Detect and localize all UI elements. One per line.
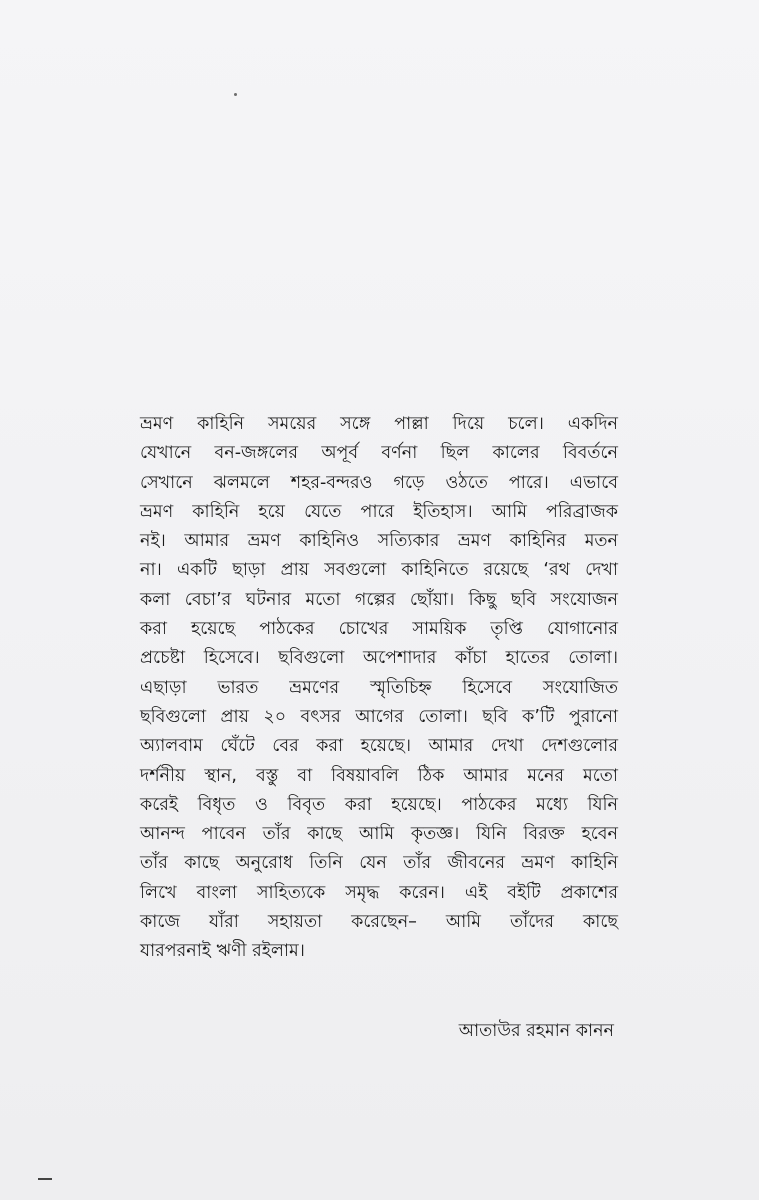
foreword-line: আনন্দ পাবেন তাঁর কাছে আমি কৃতজ্ঞ। যিনি বিরক্ত হবেন: [140, 824, 618, 845]
foreword-line: নই। আমার ভ্রমণ কাহিনিও সত্যিকার ভ্রমণ কাহিনির মতন: [140, 531, 618, 552]
foreword-paragraph: [140, 410, 618, 967]
foreword-line: প্রচেষ্টা হিসেবে। ছবিগুলো অপেশাদার কাঁচা হাতের তোলা।: [140, 648, 618, 669]
foreword-line: এছাড়া ভারত ভ্রমণের স্মৃতিচিহ্ন হিসেবে সংযোজিত: [140, 677, 618, 698]
foreword-line: ভ্রমণ কাহিনি হয়ে যেতে পারে ইতিহাস। আমি পরিব্রাজক: [140, 501, 618, 522]
page-corner-mark: [38, 1178, 52, 1180]
foreword-line: কলা বেচা’র ঘটনার মতো গল্পের ছোঁয়া। কিছু ছবি সংযোজন: [140, 589, 618, 610]
foreword-line: যারপরনাই ঋণী রইলাম।: [140, 941, 305, 962]
foreword-line: দর্শনীয় স্থান, বস্তু বা বিষয়াবলি ঠিক আমার মনের মতো: [140, 765, 618, 786]
foreword-line: তাঁর কাছে অনুরোধ তিনি যেন তাঁর জীবনের ভ্রমণ কাহিনি: [140, 853, 618, 874]
foreword-line: লিখে বাংলা সাহিত্যকে সমৃদ্ধ করেন। এই বইটি প্রকাশের: [140, 882, 618, 903]
foreword-line: ছবিগুলো প্রায় ২০ বৎসর আগের তোলা। ছবি ক’টি পুরানো: [140, 706, 618, 727]
foreword-line: ভ্রমণ কাহিনি সময়ের সঙ্গে পাল্লা দিয়ে চলে। একদিন: [140, 414, 618, 434]
foreword-line: কাজে যাঁরা সহায়তা করেছেন– আমি তাঁদের কাছে: [140, 912, 618, 933]
foreword-line: করেই বিধৃত ও বিবৃত করা হয়েছে। পাঠকের মধ্যে যিনি: [140, 794, 618, 815]
foreword-line: যেখানে বন-জঙ্গলের অপূর্ব বর্ণনা ছিল কালের বিবর্তনে: [140, 443, 618, 464]
paper-speck: [234, 93, 237, 96]
foreword-line: সেখানে ঝলমলে শহর-বন্দরও গড়ে ওঠতে পারে। এভাবে: [140, 472, 618, 493]
foreword-line: না। একটি ছাড়া প্রায় সবগুলো কাহিনিতে রয়েছে ‘রথ দেখা: [140, 560, 618, 581]
author-signature: আতাউর রহমান কানন: [458, 1021, 614, 1041]
foreword-line: করা হয়েছে পাঠকের চোখের সাময়িক তৃপ্তি যোগানোর: [140, 619, 618, 640]
foreword-line: অ্যালবাম ঘেঁটে বের করা হয়েছে। আমার দেখা দেশগুলোর: [140, 736, 618, 757]
